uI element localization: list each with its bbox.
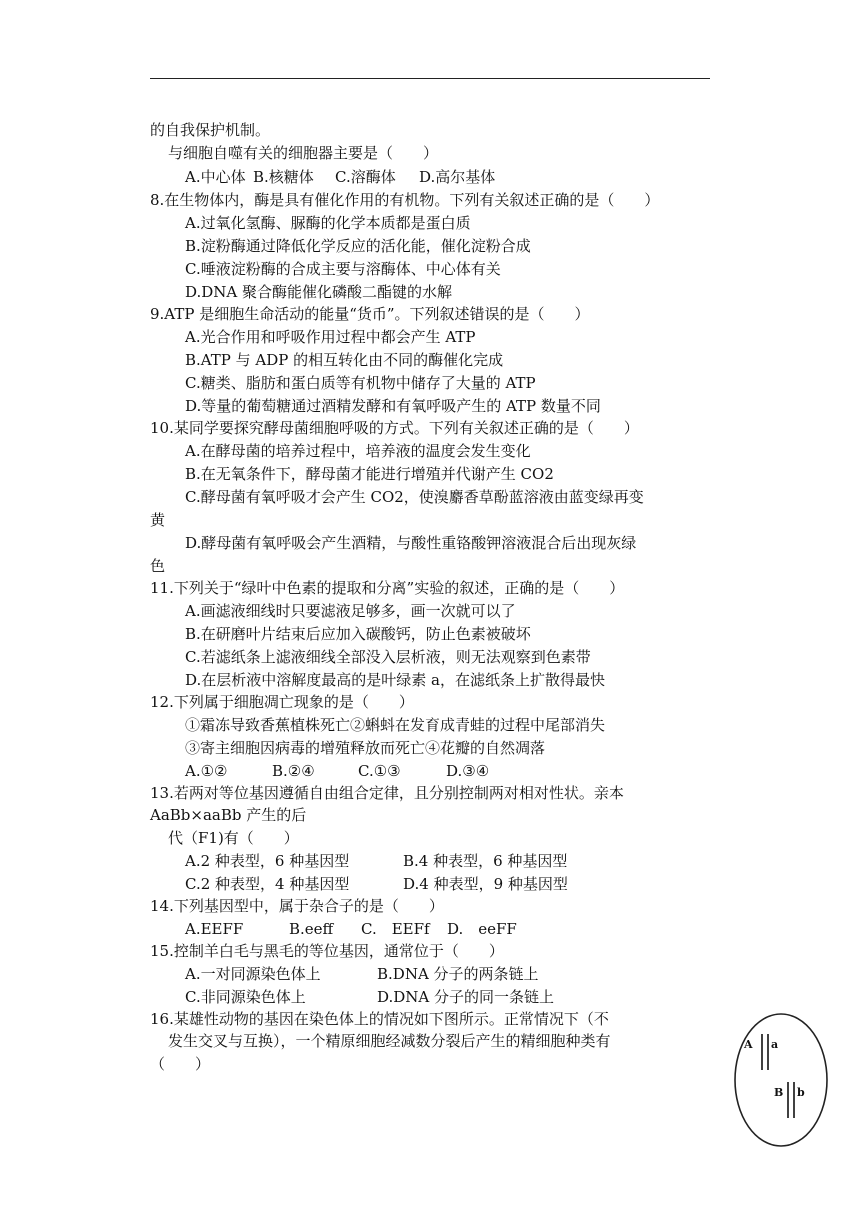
question-14-stem: 14.下列基因型中，属于杂合子的是（ ） (150, 897, 444, 915)
option: D. eeFF (447, 920, 517, 938)
header-rule (150, 78, 710, 79)
option: B.4 种表型，6 种基因型 (403, 852, 568, 870)
option-line: D.DNA 聚合酶能催化磷酸二酯键的水解 (185, 283, 453, 301)
cell-outline (735, 1014, 827, 1146)
option-line: D.等量的葡萄糖通过酒精发酵和有氧呼吸产生的 ATP 数量不同 (185, 397, 601, 415)
option: D.③④ (446, 762, 490, 780)
chromosome-figure (733, 1012, 829, 1148)
question-9-stem: 9.ATP 是细胞生命活动的能量“货币”。下列叙述错误的是（ ） (150, 305, 590, 323)
option: D.DNA 分子的同一条链上 (377, 988, 555, 1006)
statement-line: ①霜冻导致香蕉植株死亡②蝌蚪在发育成青蛙的过程中尾部消失 (185, 716, 606, 734)
option: A.EEFF (185, 920, 244, 938)
option: B.②④ (272, 762, 315, 780)
text-line: 的自我保护机制。 (150, 121, 271, 139)
question-15-stem: 15.控制羊白毛与黑毛的等位基因，通常位于（ ） (150, 942, 504, 960)
option: D.4 种表型，9 种基因型 (403, 875, 568, 893)
option: C.2 种表型，4 种基因型 (185, 875, 350, 893)
question-14-options (185, 919, 517, 939)
option: A.中心体 (185, 168, 246, 186)
statement-line: ③寄主细胞因病毒的增殖释放而死亡④花瓣的自然凋落 (185, 739, 546, 757)
option: C.①③ (358, 762, 401, 780)
option-line: D.酵母菌有氧呼吸会产生酒精，与酸性重铬酸钾溶液混合后出现灰绿 (185, 534, 637, 552)
option-line: D.在层析液中溶解度最高的是叶绿素 a，在滤纸条上扩散得最快 (185, 671, 605, 689)
question-13-stem: 13.若两对等位基因遵循自由组合定律，且分别控制两对相对性状。亲本 (150, 784, 624, 802)
question-7-stem: 与细胞自噬有关的细胞器主要是（ ） (168, 144, 439, 162)
option-line: C.酵母菌有氧呼吸才会产生 CO2，使溴麝香草酚蓝溶液由蓝变绿再变 (185, 488, 644, 506)
option-line: A.在酵母菌的培养过程中，培养液的温度会发生变化 (185, 442, 531, 460)
gene-label: A (744, 1038, 753, 1051)
option-line: A.过氧化氢酶、脲酶的化学本质都是蛋白质 (185, 214, 471, 232)
option-line: A.光合作用和呼吸作用过程中都会产生 ATP (185, 328, 476, 346)
question-12-stem: 12.下列属于细胞凋亡现象的是（ ） (150, 693, 414, 711)
question-13-options (185, 874, 568, 894)
question-12-options (185, 761, 489, 781)
question-11-stem: 11.下列关于“绿叶中色素的提取和分离”实验的叙述，正确的是（ ） (150, 579, 625, 597)
option: A.一对同源染色体上 (185, 965, 321, 983)
question-16-stem: 发生交叉与互换），一个精原细胞经减数分裂后产生的精细胞种类有 (168, 1032, 611, 1050)
option-line-continued: 色 (150, 557, 166, 575)
option-line: C.糖类、脂肪和蛋白质等有机物中储存了大量的 ATP (185, 374, 536, 392)
option: C. EEFf (361, 920, 430, 938)
question-15-options (185, 964, 539, 984)
question-13-stem: AaBb×aaBb 产生的后 (150, 806, 307, 824)
option: B.eeff (289, 920, 334, 938)
option-line: B.ATP 与 ADP 的相互转化由不同的酶催化完成 (185, 351, 504, 369)
option-line: B.在无氧条件下，酵母菌才能进行增殖并代谢产生 CO2 (185, 465, 554, 483)
option-line: A.画滤液细线时只要滤液足够多，画一次就可以了 (185, 602, 516, 620)
question-13-options (185, 851, 567, 871)
question-16-stem: 16.某雄性动物的基因在染色体上的情况如下图所示。正常情况下（不 (150, 1010, 609, 1028)
question-16-stem: （ ） (150, 1055, 211, 1073)
option: C.溶酶体 (335, 168, 396, 186)
option-line: C.若滤纸条上滤液细线全部没入层析液，则无法观察到色素带 (185, 648, 591, 666)
gene-label: b (797, 1086, 805, 1099)
question-7-options (185, 167, 495, 187)
question-10-stem: 10.某同学要探究酵母菌细胞呼吸的方式。下列有关叙述正确的是（ ） (150, 419, 639, 437)
option: A.2 种表型，6 种基因型 (185, 852, 350, 870)
option: B.DNA 分子的两条链上 (377, 965, 539, 983)
gene-label: a (771, 1038, 779, 1051)
option-line: B.在研磨叶片结束后应加入碳酸钙，防止色素被破坏 (185, 625, 531, 643)
option: A.①② (185, 762, 228, 780)
option: D.高尔基体 (419, 168, 496, 186)
question-13-stem: 代（F1)有（ ） (168, 829, 299, 847)
option-line-continued: 黄 (150, 511, 166, 529)
option-line: C.唾液淀粉酶的合成主要与溶酶体、中心体有关 (185, 260, 501, 278)
question-15-options (185, 987, 554, 1007)
option: B.核糖体 (253, 168, 314, 186)
question-8-stem: 8.在生物体内，酶是具有催化作用的有机物。下列有关叙述正确的是（ ） (150, 191, 660, 209)
option: C.非同源染色体上 (185, 988, 306, 1006)
gene-label: B (774, 1086, 784, 1099)
option-line: B.淀粉酶通过降低化学反应的活化能，催化淀粉合成 (185, 237, 531, 255)
